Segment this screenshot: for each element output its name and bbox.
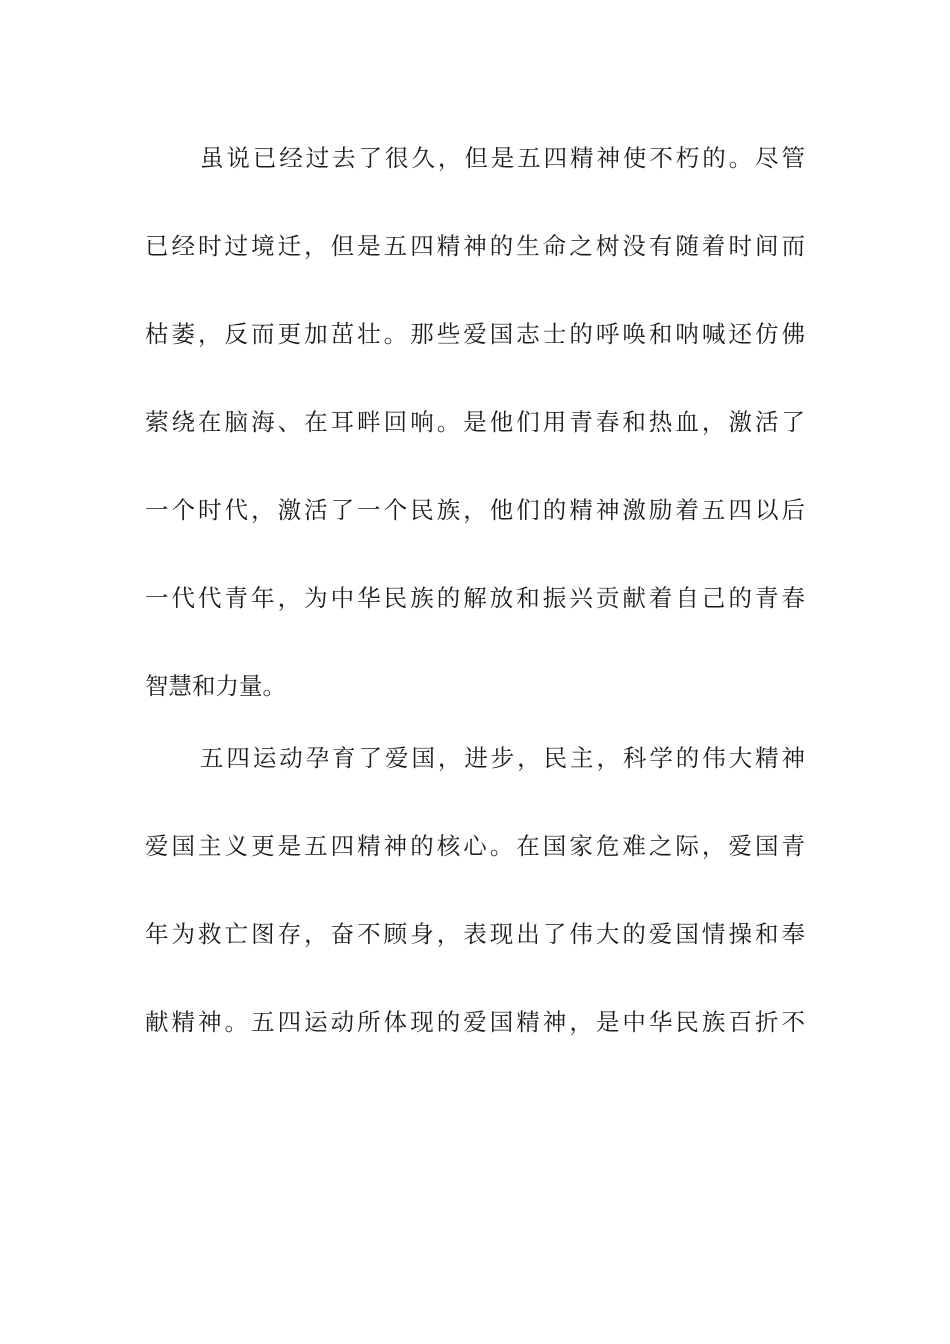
paragraph-1-line-1: 虽说已经过去了很久，但是五四精神使不朽的。尽管 — [200, 144, 805, 172]
paragraph-1-line-4: 萦绕在脑海、在耳畔回响。是他们用青春和热血，激活了 — [145, 408, 805, 436]
paragraph-1-line-2: 已经时过境迁，但是五四精神的生命之树没有随着时间而 — [145, 232, 805, 260]
paragraph-1-line-7: 智慧和力量。 — [145, 672, 286, 700]
paragraph-2-line-2: 爱国主义更是五四精神的核心。在国家危难之际，爱国青 — [145, 832, 805, 860]
paragraph-1-line-5: 一个时代，激活了一个民族，他们的精神激励着五四以后 — [145, 496, 805, 524]
paragraph-2-line-3: 年为救亡图存，奋不顾身，表现出了伟大的爱国情操和奉 — [145, 920, 805, 948]
paragraph-2-line-4: 献精神。五四运动所体现的爱国精神，是中华民族百折不 — [145, 1008, 805, 1036]
paragraph-1-line-3: 枯萎，反而更加茁壮。那些爱国志士的呼唤和呐喊还仿佛 — [145, 320, 805, 348]
paragraph-1-line-6: 一代代青年，为中华民族的解放和振兴贡献着自己的青春 — [145, 584, 805, 612]
paragraph-2-line-1: 五四运动孕育了爱国，进步，民主，科学的伟大精神 — [200, 744, 805, 772]
